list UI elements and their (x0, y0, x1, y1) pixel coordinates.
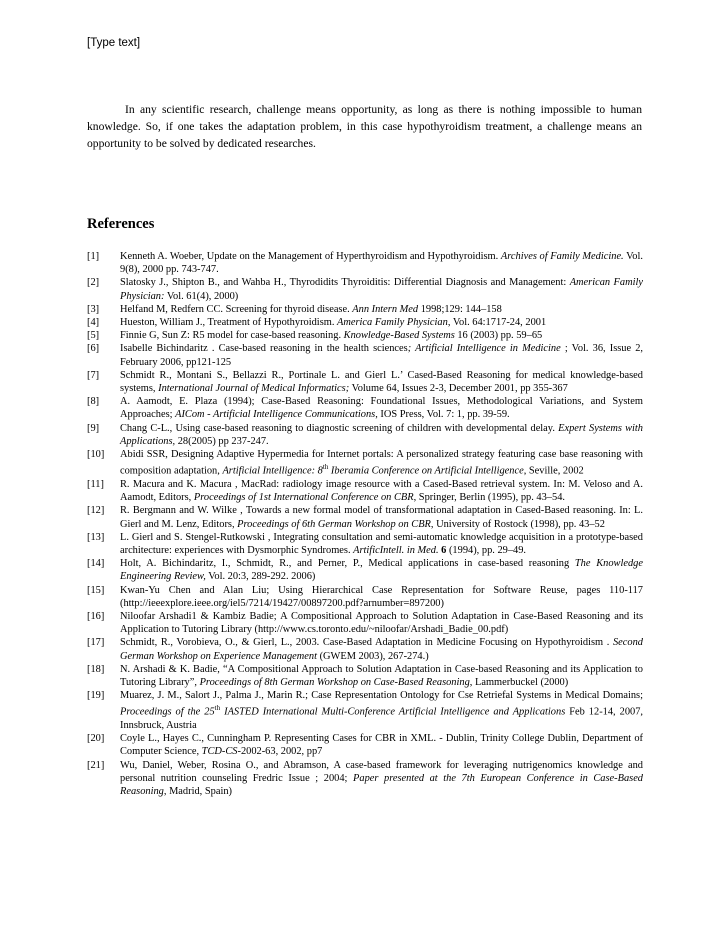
reference-item (87, 395, 643, 421)
reference-text-part: Helfand M, Redfern CC. Screening for thyroid disease. (120, 303, 353, 315)
reference-text-part: 28(2005) pp 237-247. (175, 435, 269, 447)
reference-text-part: AICom - Artificial Intelligence Communications (175, 409, 376, 421)
reference-item (87, 329, 643, 342)
reference-text-part: Archives of Family Medicine. (500, 251, 624, 262)
reference-text-part: , Springer, Berlin (1995), pp. 43–54. (413, 492, 565, 504)
reference-text (120, 732, 643, 758)
reference-text (120, 636, 643, 662)
reference-text-part: Slatosky J., Shipton B., and Wahba H., Thyrodidits Thyroiditis: Differential Diagnosis and Management: (120, 277, 570, 289)
reference-number: [1] (87, 251, 100, 262)
reference-item (87, 663, 643, 689)
reference-text-part: Hueston, William J., Treatment of Hypothyroidism. (120, 317, 338, 329)
reference-text-part: , Lammerbuckel (2000) (469, 676, 569, 688)
reference-text-part: th (214, 704, 221, 713)
reference-item (87, 342, 643, 368)
reference-item (87, 250, 643, 276)
reference-number: [16] (87, 610, 105, 622)
reference-text-part: Abidi SSR, Designing Adaptive Hypermedia for Internet portals: A personalized strategy featuring case base reasoning with composition adaptation, (120, 449, 643, 477)
reference-text (120, 276, 643, 302)
reference-text-part: th (322, 463, 329, 472)
reference-list (87, 250, 643, 798)
reference-text-part: ; Vol. 36, Issue 2, February 2006, pp121-125 (120, 343, 643, 368)
reference-number: [6] (87, 343, 100, 355)
reference-text-part: Iberamia Conference on Artificial Intelligence (328, 465, 524, 477)
reference-number: [7] (87, 369, 100, 381)
reference-number: [5] (87, 330, 100, 342)
reference-text-part: , University of Rostock (1998), pp. 43–52 (430, 518, 605, 530)
reference-text-part: The Knowledge Engineering Review, (120, 558, 643, 583)
reference-text-part: N. Arshadi & K. Badie, “A Compositional Approach to Solution Adaptation in Case-based Reasoning and its Application to Tutoring Library”, (120, 663, 643, 688)
reference-text-part: R. Macura and K. Macura , MacRad: radiology image resource with a Cased-Based retrieval system. In: M. Veloso and A. Aamodt, Editors, (120, 478, 643, 504)
reference-number: [10] (87, 449, 105, 461)
reference-text-part: Chang C-L., Using case-based reasoning to diagnostic screening of children with developmental delay. (120, 422, 559, 434)
reference-text (120, 342, 643, 368)
reference-number: [2] (87, 277, 100, 289)
reference-text-part: -2002-63, 2002, pp7 (237, 746, 323, 758)
reference-text-part: International Journal of Medical Informatics; (158, 383, 350, 395)
reference-text-part: 6 (441, 544, 447, 556)
reference-text-part: Paper presented at the 7th European Conference in Case-Based Reasoning (120, 772, 643, 798)
reference-text (120, 250, 643, 276)
reference-item (87, 689, 643, 732)
reference-item (87, 303, 643, 316)
reference-text (120, 689, 643, 732)
reference-text-part: , Vol. 64:1717-24, 2001 (447, 317, 547, 329)
reference-text-part: Knowledge-Based Systems (343, 330, 455, 342)
reference-text-part: Proceedings of 1st International Conference on CBR (193, 492, 414, 504)
reference-text (120, 584, 643, 610)
reference-text-part: 16 (2003) pp. 59–65 (454, 330, 543, 342)
reference-number: [17] (87, 637, 105, 649)
reference-text-part: Schmidt R., Montani S., Bellazzi R., Portinale L. and Gierl L.’ Cased-Based Reasoning for medical knowledge-based systems, (120, 369, 643, 395)
reference-text-part: Isabelle Bichindaritz . Case-based reasoning in the health sciences (120, 343, 408, 355)
reference-text-part: Kwan-Yu Chen and Alan Liu; Using Hierarchical Case Representation for Software Reuse, pages 110-117 (http://ieeexplore.ieee.org/iel5/7214/19427/00897200.pdf?arnumber=897200) (120, 584, 643, 609)
reference-text-part: Muarez, J. M., Salort J., Palma J., Marin R.; Case Representation Ontology for Cse Retriefal Systems in Medical Domains; (120, 690, 643, 702)
reference-number: [18] (87, 663, 105, 675)
reference-number: [11] (87, 478, 104, 490)
reference-text-part: ; Artificial Intelligence in Medicine (407, 343, 561, 355)
reference-item (87, 531, 643, 557)
reference-text (120, 422, 643, 448)
reference-text-part: , Madrid, Spain) (163, 786, 232, 798)
reference-number: [15] (87, 584, 105, 596)
reference-text-part: R. Bergmann and W. Wilke , Towards a new formal model of transformational adaptation in Cased-Based reasoning. In: L. Gierl and M. Lenz, Editors, (120, 505, 643, 530)
reference-number: [13] (87, 531, 105, 543)
reference-text-part: 1998;129: 144–158 (418, 303, 502, 315)
reference-text-part: Volume 64, Issues 2-3, December 2001, pp 355-367 (349, 383, 568, 395)
reference-text (120, 531, 643, 557)
reference-text-part: TCD-CS (201, 746, 238, 758)
reference-text (120, 316, 643, 329)
reference-text-part: Proceedings of the 25 (120, 706, 215, 718)
reference-number: [19] (87, 690, 105, 702)
reference-text-part: , IOS Press, Vol. 7: 1, pp. 39-59. (375, 409, 510, 421)
reference-text-part: ArtificIntell. in Med. (353, 544, 439, 556)
reference-text-part: Wu, Daniel, Weber, Rosina O., and Abramson, A case-based framework for leveraging nutrigenomics knowledge and personal nutrition counseling Fredric Issue ; 2004; (120, 759, 643, 784)
reference-text-part: Kenneth A. Woeber, Update on the Management of Hyperthyroidism and Hypothyroidism. (120, 251, 501, 262)
reference-text-part: Finnie G, Sun Z: R5 model for case-based reasoning. (120, 330, 344, 342)
reference-text-part: A. Aamodt, E. Plaza (1994); Case-Based Reasoning: Foundational Issues, Methodological Variations, and System Approaches; (120, 396, 643, 421)
reference-number: [8] (87, 396, 100, 408)
reference-text-part: L. Gierl and S. Stengel-Rutkowski , Integrating consultation and semi-automatic knowledge acquisition in a prototype-based architecture: experiences with Dysmorphic Syndromes. (120, 531, 643, 556)
reference-text-part: (GWEM 2003), 267-274.) (317, 650, 429, 662)
reference-number: [9] (87, 422, 100, 434)
reference-text (120, 504, 643, 530)
reference-text-part: American Family Physician: (120, 277, 643, 302)
reference-text-part: Vol. 20:3, 289-292. 2006) (205, 571, 316, 583)
reference-text-part: Feb 12-14, 2007, Innsbruck, Austria (120, 706, 643, 732)
reference-text (120, 395, 643, 421)
reference-text (120, 478, 643, 504)
reference-text-part: Vol. 9(8), 2000 pp. 743-747. (120, 251, 643, 276)
reference-text-part: Coyle L., Hayes C., Cunningham P. Representing Cases for CBR in XML. - Dublin, Trinity College Dublin, Department of Computer Science, (120, 733, 643, 758)
page-header: [Type text] (87, 37, 141, 49)
reference-item (87, 369, 643, 395)
reference-text (120, 610, 643, 636)
reference-item (87, 732, 643, 758)
reference-number: [14] (87, 558, 105, 570)
reference-text-part: IASTED International Multi-Conference Artificial Intelligence and Applications (220, 706, 566, 718)
reference-text (120, 557, 643, 583)
reference-number: [20] (87, 733, 105, 745)
reference-number: [21] (87, 759, 105, 771)
references-heading: References (87, 216, 155, 232)
reference-text-part: Schmidt, R., Vorobieva, O., & Gierl, L., 2003. Case-Based Adaptation in Medicine Focusing on Hypothyroidism . (120, 637, 613, 649)
reference-text-part: Niloofar Arshadi1 & Kambiz Badie; A Compositional Approach to Solution Adaptation in Case-Based Reasoning and its Application to Tutoring Library (http://www.cs.toronto.edu/~niloofar/Arshadi_Badie_00.pdf) (120, 610, 643, 636)
reference-item (87, 448, 643, 478)
reference-text (120, 448, 643, 478)
reference-text (120, 329, 643, 342)
reference-text-part: Proceedings of 6th German Workshop on CBR (237, 518, 431, 530)
reference-text (120, 303, 643, 316)
reference-text (120, 369, 643, 395)
reference-item (87, 557, 643, 583)
reference-number: [4] (87, 317, 100, 329)
reference-text-part: Expert Systems with Applications, (120, 422, 643, 447)
body-paragraph: In any scientific research, challenge means opportunity, as long as there is nothing impossible to human knowledge. So, if one takes the adaptation problem, in this case hypothyroidism treatment, a challenge means an opportunity to be solved by dedicated researches. (87, 103, 642, 150)
reference-text-part: Ann Intern Med (352, 303, 419, 315)
reference-item (87, 759, 643, 799)
reference-number: [12] (87, 505, 105, 517)
reference-item (87, 422, 643, 448)
reference-text-part: Proceedings of 8th German Workshop on Case-Based Reasoning (199, 676, 470, 688)
reference-text-part: Holt, A. Bichindaritz, I., Schmidt, R., and Perner, P., Medical applications in case-based reasoning (120, 558, 575, 570)
reference-item (87, 636, 643, 662)
reference-text-part: (1994), pp. 29–49. (446, 544, 527, 556)
reference-text-part: , Seville, 2002 (523, 465, 584, 477)
reference-text-part: Vol. 61(4), 2000) (164, 290, 239, 302)
reference-item (87, 610, 643, 636)
reference-text (120, 663, 643, 689)
reference-text-part: America Family Physician (337, 317, 448, 329)
reference-item (87, 316, 643, 329)
reference-text (120, 759, 643, 799)
reference-item (87, 584, 643, 610)
reference-item (87, 478, 643, 504)
reference-item (87, 276, 643, 302)
reference-number: [3] (87, 303, 100, 315)
reference-text-part: Artificial Intelligence: 8 (222, 465, 323, 477)
reference-text-part: Second German Workshop on Experience Management (120, 637, 643, 662)
reference-item (87, 504, 643, 530)
